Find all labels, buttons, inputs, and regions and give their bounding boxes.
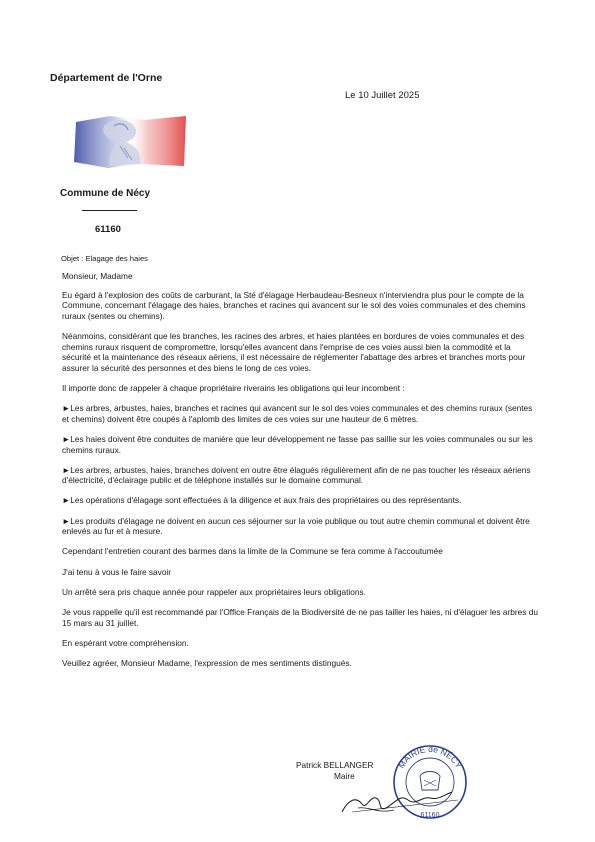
paragraph: Eu égard à l'explosion des coûts de carburant, la Sté d'élagage Herbaudeau-Besneux n'interviendra plus pour le compte de la Commune, concernant l'élagage des haies, branches et racines qui avancent sur le sol des voies communales et des chemins ruraux (sentes ou chemins).: [62, 289, 526, 321]
svg-text:MAIRIE de NÉCY: [396, 744, 464, 770]
signatory-title: Maire: [334, 771, 355, 781]
obligation-item: ►Les haies doivent être conduites de manière que leur développement ne fasse pas saillie sur les voies communales ou sur les chemins ruraux.: [62, 433, 533, 455]
object-line: Objet : Elagage des haies: [61, 254, 148, 263]
paragraph: Je vous rappelle qu'il est recommandé par l'Office Français de la Biodiversité de ne pas tailler les haies, ni d'élaguer les arbres du 15 mars au 31 juillet.: [62, 607, 538, 628]
obligation-item: ►Les arbres, arbustes, haies, branches et racines qui avancent sur le sol des voies communales et des chemins ruraux (sentes et chemins) doivent être coupés à l'aplomb des limites de ces voies sur une hauteur de 6 mètres.: [62, 403, 533, 424]
handwritten-signature: [338, 778, 458, 818]
letter-date: Le 10 Juillet 2025: [345, 90, 420, 101]
obligation-item: ►Les arbres, arbustes, haies, branches doivent en outre être élagués régulièrement afin de ne pas toucher les réseaux aériens d'électricité, d'éclairage public et de téléphone installés sur le domaine communal.: [62, 464, 531, 486]
paragraph: Néanmoins, considérant que les branches, les racines des arbres, et haies plantées en bordures de voies communales et des chemins ruraux risquent de compromettre, lorsqu'elles avancent dans l'emprise de ces voies aussi bien la commodité et la sécurité et la maintenance des réseaux aériens, il est nécessaire de réglementer l'abattage des arbres et branches morts pour assurer la sécurité des personnes et des biens le long de ces voies.: [62, 330, 526, 373]
letter-body: [62, 271, 540, 678]
salutation: Monsieur, Madame: [62, 271, 133, 281]
paragraph: J'ai tenu à vous le faire savoir: [62, 566, 172, 577]
signatory-name: Patrick BELLANGER: [296, 760, 374, 770]
stamp-text-bottom: 61160: [420, 812, 440, 819]
paragraph: En espérant votre compréhension.: [62, 637, 189, 648]
commune-name: Commune de Nécy: [60, 188, 151, 199]
header-divider: [82, 210, 137, 211]
department-heading: Département de l'Orne: [50, 72, 163, 84]
commune-logo: [70, 112, 190, 170]
closing-formula: Veuillez agréer, Monsieur Madame, l'expression de mes sentiments distingués.: [62, 657, 352, 668]
stamp-text-top: MAIRIE de NÉCY: [396, 743, 464, 770]
paragraph: Un arrêté sera pris chaque année pour rappeler aux propriétaires leurs obligations.: [62, 586, 366, 597]
paragraph: Cependant l'entretien courant des barmes dans la limite de la Commune se fera comme à l'accoutumée: [62, 546, 443, 557]
paragraph: Il importe donc de rappeler à chaque propriétaire riverains les obligations qui leur incombent :: [62, 382, 405, 393]
obligation-item: ►Les produits d'élagage ne doivent en aucun ces séjourner sur la voie publique ou tout autre chemin communal et doivent être enlevés au fur et à mesure.: [62, 515, 530, 537]
obligation-item: ►Les opérations d'élagage sont effectuées à la diligence et aux frais des propriétaires ou des représentants.: [62, 495, 462, 506]
postal-code: 61160: [95, 224, 121, 235]
